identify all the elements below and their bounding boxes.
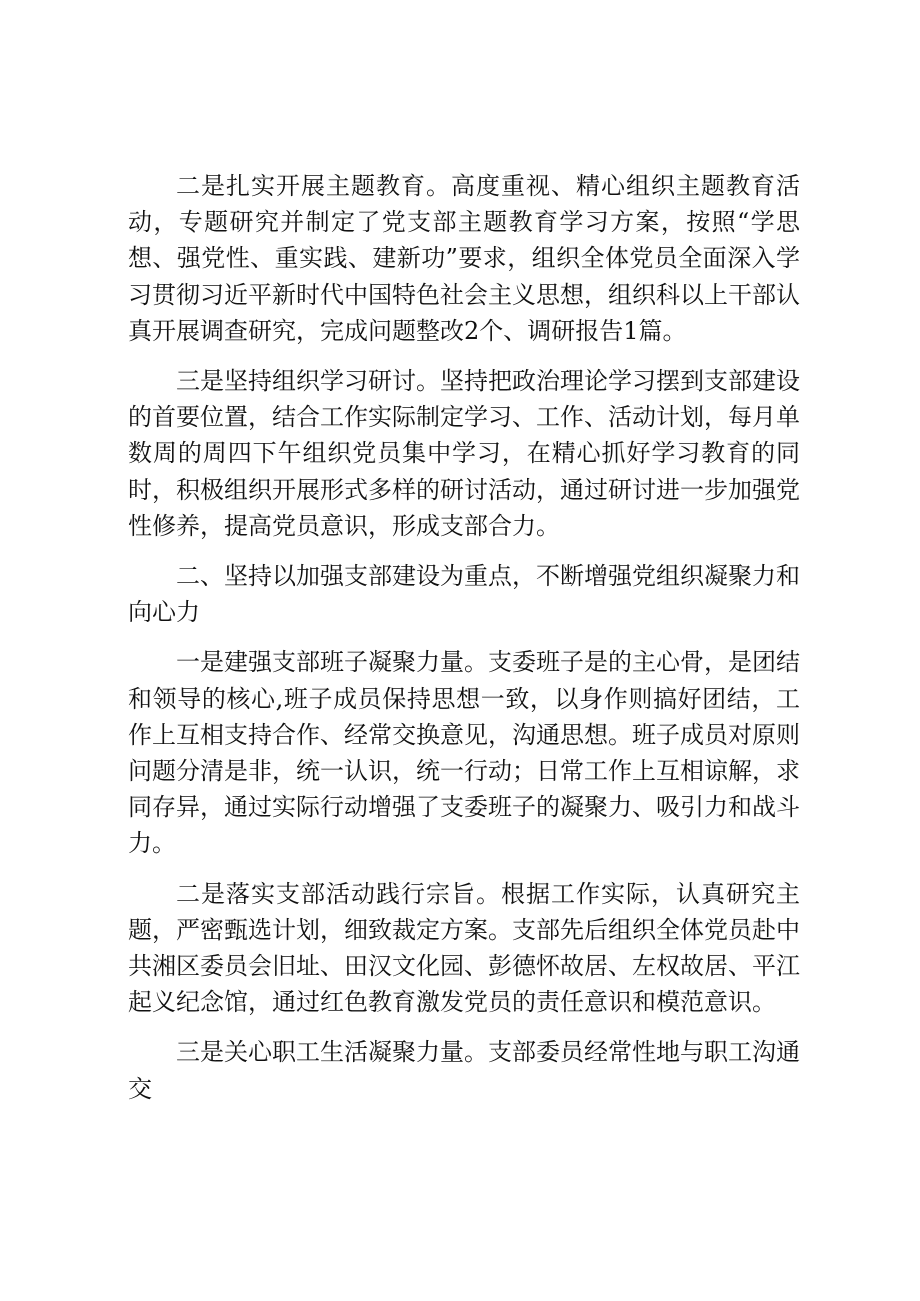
section-heading-branch-building: 二、坚持以加强支部建设为重点，不断增强党组织凝聚力和向心力: [128, 562, 800, 627]
paragraph-team-cohesion: 一是建强支部班子凝聚力量。支委班子是的主心骨，是团结和领导的核心,班子成员保持思想一致，以身作则搞好团结，工作上互相支持合作、经常交换意见，沟通思想。班子成员对原则问题分清是非，统一认识，统一行动；日常工作上互相谅解，求同存异，通过实际行动增强了支委班子的凝聚力、吸引力和战斗力。: [128, 648, 800, 858]
paragraph-branch-activities: 二是落实支部活动践行宗旨。根据工作实际，认真研究主题，严密甄选计划，细致裁定方案。支部先后组织全体党员赴中共湘区委员会旧址、田汉文化园、彭德怀故居、左权故居、平江起义纪念馆，通过红色教育激发党员的责任意识和模范意识。: [128, 879, 800, 1017]
paragraph-theme-education: 二是扎实开展主题教育。高度重视、精心组织主题教育活动，专题研究并制定了党支部主题教育学习方案，按照“学思想、强党性、重实践、建新功”要求，组织全体党员全面深入学习贯彻习近平新时代中国特色社会主义思想，组织科以上干部认真开展调查研究，完成问题整改2个、调研报告1篇。: [128, 172, 800, 345]
paragraph-staff-care: 三是关心职工生活凝聚力量。支部委员经常性地与职工沟通交: [128, 1038, 800, 1103]
paragraph-study-seminar: 三是坚持组织学习研讨。坚持把政治理论学习摆到支部建设的首要位置，结合工作实际制定学习、工作、活动计划，每月单数周的周四下午组织党员集中学习，在精心抓好学习教育的同时，积极组织开展形式多样的研讨活动，通过研讨进一步加强党性修养，提高党员意识，形成支部合力。: [128, 367, 800, 540]
document-body: [128, 168, 800, 1121]
